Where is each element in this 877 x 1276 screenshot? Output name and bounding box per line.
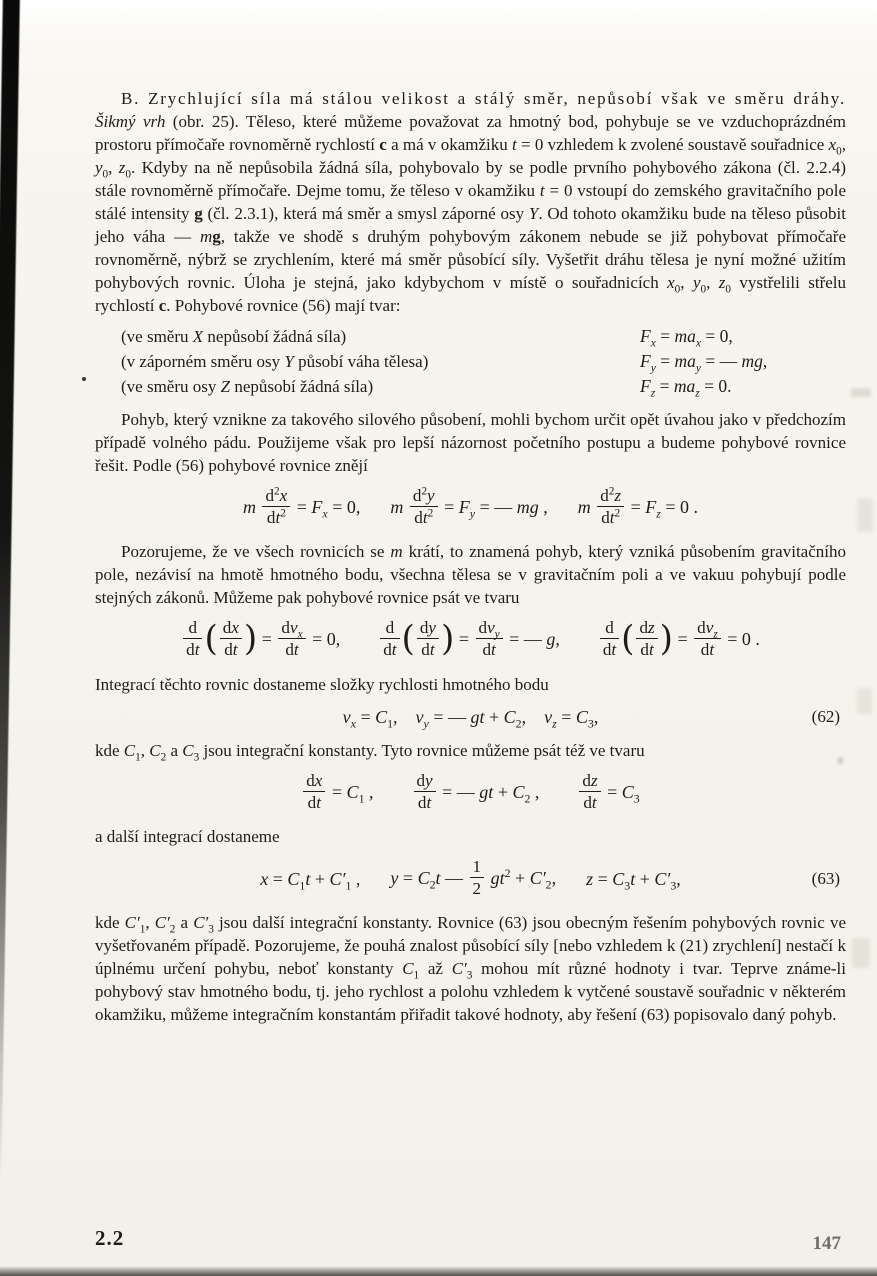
force-condition-label: (ve směru X nepůsobí žádná síla) <box>121 327 347 346</box>
equation-term: $\frac{dz}{dt}$ = $C_3$ <box>577 773 639 814</box>
solution-approach-paragraph: Pohyb, který vznikne za takového silového působení, mohli bychom určit opět úvahou jako v předchozím případě volného pádu. Použijeme však pro lepší názornost početního postupu a budeme pohybové rovnice řešit. Podle (56) pohybové rovnice znějí <box>95 410 846 475</box>
scan-bleed-artifact <box>852 938 870 968</box>
equation-term: m $\frac{d^2y}{dt^2}$ = $F_y$ = — mg , <box>390 485 548 528</box>
equation-term: $\frac{d}{dt}$ ( $\frac{dx}{dt}$ ) = $\frac{dv_x}{dt}$ = 0, <box>181 620 340 661</box>
equation-62 <box>95 706 846 731</box>
equation-term: $v_x = C_1$, <box>342 706 398 731</box>
force-annotation-row <box>95 374 846 399</box>
equation-term: $\frac{d}{dt}$ ( $\frac{dy}{dt}$ ) = $\frac{dv_y}{dt}$ = — g, <box>378 620 560 661</box>
intro-paragraph: B. Zrychlující síla má stálou velikost a stálý směr, nepůsobí však ve směru dráhy. Šikmý vrh (obr. 25). Těleso, které můžeme považovat za hmotný bod, pohybuje se ve vzduchoprázdném prostoru přímočaře rovnoměrně rychlostí c a má v okamžiku t = 0 vzhledem k zvolené soustavě souřadnice $x_0$, $y_0$, $z_0$. Kdyby na ně nepůsobila žádná síla, pohybovalo by se podle prvního pohybového zákona (čl. 2.2.4) stále rovnoměrně přímočaře. Dejme tomu, že těleso v okamžiku t = 0 vstoupí do zemského gravitačního pole stálé intensity g (čl. 2.3.1), která má směr a smysl záporné osy Y. Od tohoto okamžiku bude na těleso působit jeho váha — mg, takže ve shodě s druhým pohybovým zákonem nebude se již pohybovat přímočaře rovnoměrně, nýbrž se zrychlením, které má směr působící síly. Vyšetřit dráhu tělesa je nyní možné užitím pohybových rovnic. Úloha je stejná, jako kdybychom v místě o souřadnicích $x_0$, $y_0$, $z_0$ vystřelili střelu rychlostí c. Pohybové rovnice (56) mají tvar: <box>95 89 846 315</box>
equation-term: $\frac{dy}{dt}$ = — gt + $C_2$ , <box>412 773 540 814</box>
page-number: 147 <box>812 1233 841 1254</box>
integration-lead-sentence: Integrací těchto rovnic dostaneme složky rychlosti hmotného bodu <box>95 674 549 694</box>
equation-term: $v_z = C_3$, <box>544 706 599 731</box>
force-equation-z: $F_z = ma_z = 0$. <box>640 376 732 400</box>
equation-number-62: (62) <box>811 707 840 727</box>
equation-term: $x = C_1t + C'_1$ , <box>260 868 361 893</box>
force-condition-label: (v záporném směru osy Y působí váha tělesa) <box>121 352 429 371</box>
page-content <box>95 0 846 1026</box>
equation-term: $\frac{dx}{dt}$ = $C_1$ , <box>301 773 373 814</box>
scan-edge-shadow-left <box>0 0 20 1185</box>
constants-sentence: kde $C_1$, $C_2$ a $C_3$ jsou integrační konstanty. Tyto rovnice můžeme psát též ve tvaru <box>95 740 645 763</box>
equation-newton-second-derivatives <box>95 485 846 529</box>
force-annotation-row <box>95 349 846 374</box>
equation-term: $v_y$ = — gt + $C_2$, <box>415 706 527 731</box>
force-annotation-list <box>95 324 846 399</box>
scan-bleed-artifact <box>851 388 871 397</box>
equation-number-63: (63) <box>811 869 840 889</box>
closing-paragraph: kde $C'_1$, $C'_2$ a $C'_3$ jsou další integrační konstanty. Rovnice (63) jsou obecným řešením pohybových rovnic ve vyšetřovaném případě. Pozorujeme, že pouhá znalost působící síly [nebo vzhledem k (21) zrychlení] nestačí k úplnému určení pohybu, neboť konstanty $C_1$ až $C'_3$ mohou mít různé hodnoty i tvar. Teprve známe-li pohybový stav hmotného bodu, tj. jeho rychlost a polohu vzhledem k vytčené soustavě souřadnic v některém okamžiku, můžeme integračním konstantám přiřadit takové hodnoty, aby řešení (63) popisovalo daný pohyb. <box>95 913 847 1025</box>
observation-paragraph: Pozorujeme, že ve všech rovnicích se m krátí, to znamená pohyb, který vzniká působením gravitačního pole, nezávisí na hmotě hmotného bodu, všechna tělesa se v gravitačním poli a ve vakuu pohybují podle stejných zákonů. Můžeme pak pohybové rovnice psát ve tvaru <box>95 542 846 608</box>
scan-bleed-artifact <box>857 688 872 714</box>
force-annotation-row <box>95 324 846 349</box>
section-number: 2.2 <box>95 1226 125 1250</box>
scan-edge-shadow-bottom <box>0 1266 877 1276</box>
equation-term: m $\frac{d^2z}{dt^2}$ = $F_z = 0$ . <box>577 485 699 528</box>
equation-63 <box>95 856 846 900</box>
further-integration-sentence: a další integrací dostaneme <box>95 826 280 846</box>
force-equation-x: $F_x = ma_x = 0$, <box>640 326 733 350</box>
print-speck <box>82 377 86 381</box>
force-condition-label: (ve směru osy Z nepůsobí žádná síla) <box>121 377 374 396</box>
force-equation-y: $F_y = ma_y$ = — mg, <box>640 351 768 375</box>
equation-term: m $\frac{d^2x}{dt^2}$ = $F_x = 0$, <box>242 485 361 528</box>
equation-term: $z = C_3t + C'_3$, <box>586 868 681 893</box>
equation-velocity-derivative-form <box>95 620 846 661</box>
equation-term: $y = C_2t$ — $\frac{1}{2}$ $gt^2 + C'_2$, <box>390 856 557 898</box>
equation-term: $\frac{d}{dt}$ ( $\frac{dz}{dt}$ ) = $\frac{dv_z}{dt}$ = 0 . <box>598 620 760 661</box>
scan-bleed-artifact <box>857 498 873 532</box>
equation-first-derivative-form <box>95 770 846 814</box>
